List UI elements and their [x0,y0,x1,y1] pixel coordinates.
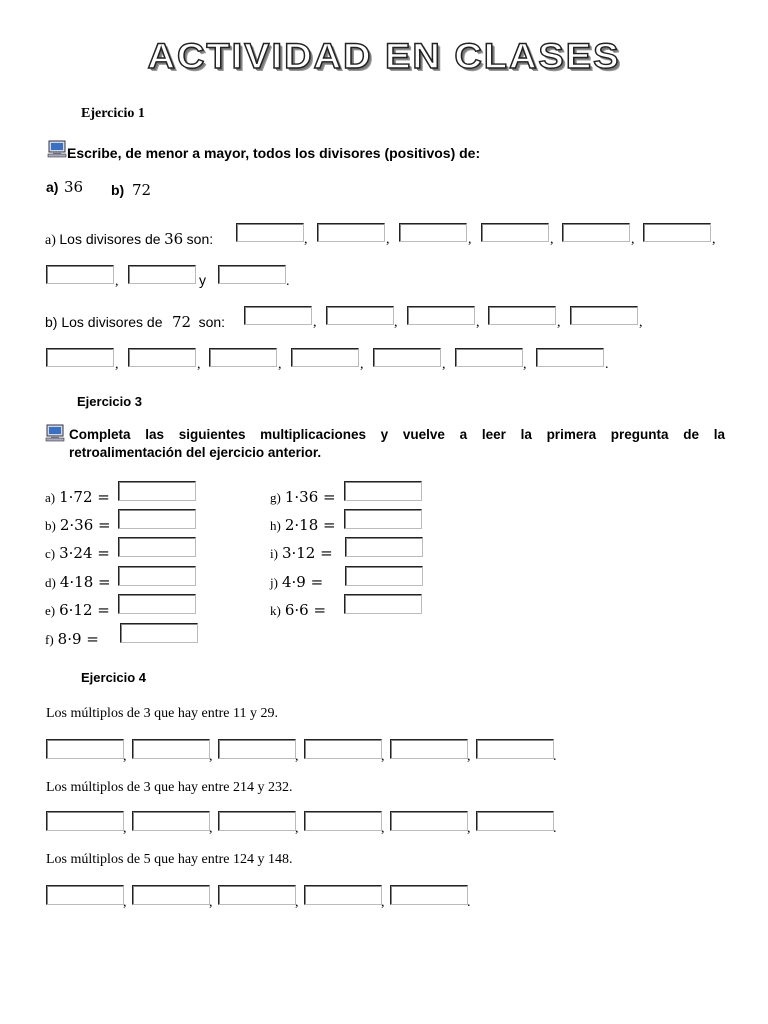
answer-box[interactable] [118,509,196,529]
comma: , [712,232,716,247]
answer-box[interactable] [570,306,638,325]
exercise-3-heading: Ejercicio 3 [77,394,143,409]
answer-box[interactable] [46,739,124,759]
answer-box[interactable] [407,306,475,325]
comma: , [639,315,643,330]
divisors-36-number: 36 [164,230,184,248]
answer-box[interactable] [118,566,196,586]
multiplication-label: b) [45,518,56,533]
answer-box[interactable] [118,481,196,501]
comma: , [476,315,480,330]
page-title: ACTIVIDAD EN CLASES [147,37,621,77]
multiplication-expression: 3·24 = [59,544,110,562]
comma: , [295,821,299,836]
part-b-label: b) [111,182,125,198]
exercise-4-heading: Ejercicio 4 [81,670,147,685]
computer-icon [45,424,65,442]
answer-box[interactable] [304,885,382,905]
comma: , [295,895,299,910]
answer-box[interactable] [304,739,382,759]
comma: , [313,315,317,330]
comma: , [123,749,127,764]
multiplication-expression: 3·12 = [281,544,333,562]
answer-box[interactable] [399,223,467,242]
comma: , [381,821,385,836]
comma: , [209,749,213,764]
comma: , [209,821,213,836]
answer-box[interactable] [390,739,468,759]
multiplication-label: c) [45,546,56,561]
multiplication-label: g) [270,490,281,505]
conjunction-y: y [199,272,206,288]
comma: , [523,357,527,372]
answer-box[interactable] [118,594,196,614]
multiplication-expression: 2·18 = [284,516,336,534]
multiplication-d [45,573,111,592]
multiplication-expression: 1·36 = [284,488,336,506]
multiplication-label: i) [270,546,278,561]
multiplication-expression: 4·18 = [59,573,111,591]
multiplication-expression: 6·6 = [284,601,327,619]
answer-box[interactable] [643,223,711,242]
answer-box[interactable] [345,566,423,586]
answer-box[interactable] [488,306,556,325]
comma: , [381,895,385,910]
part-b-value: 72 [132,181,152,199]
multiplication-a [45,488,110,507]
answer-box[interactable] [46,885,124,905]
answer-box[interactable] [291,348,359,367]
period: . [553,821,557,836]
answer-box[interactable] [209,348,277,367]
comma: , [468,232,472,247]
comma: , [550,232,554,247]
answer-box[interactable] [236,223,304,242]
comma: , [123,821,127,836]
answer-box[interactable] [244,306,312,325]
answer-box[interactable] [218,265,286,284]
comma: , [304,232,308,247]
comma: , [631,232,635,247]
multiplication-expression: 1·72 = [59,488,110,506]
multiplication-c [45,544,110,563]
multiplication-label: e) [45,603,56,618]
divisors-72-number: 72 [172,313,192,331]
multiplication-expression: 6·12 = [59,601,110,619]
period: . [467,895,471,910]
multiplication-b [45,516,111,535]
multiplication-k [270,601,326,620]
answer-box[interactable] [390,811,468,831]
comma: , [360,357,364,372]
multiplication-label: f) [45,632,54,647]
divisors-36-suffix: son: [186,231,214,247]
answer-box[interactable] [304,811,382,831]
answer-box[interactable] [373,348,441,367]
multiplication-expression: 2·36 = [59,516,111,534]
answer-box[interactable] [344,481,422,501]
multiplication-f [45,630,99,649]
comma: , [278,357,282,372]
divisors-36-prefix: a) [45,233,56,248]
answer-box[interactable] [118,537,196,557]
answer-box[interactable] [326,306,394,325]
answer-box[interactable] [218,739,296,759]
comma: , [209,895,213,910]
answer-box[interactable] [317,223,385,242]
exercise-3-instruction-line-1: Completa las siguientes multiplicaciones y vuelve a leer la primera pregunta de la [69,427,725,442]
multiplication-h [270,516,336,535]
divisors-72-line [45,313,225,332]
exercise-1-heading: Ejercicio 1 [81,106,145,121]
period: . [553,749,557,764]
multiples-question-1: Los múltiplos de 3 que hay entre 11 y 29. [46,706,278,721]
answer-box[interactable] [132,885,210,905]
multiplication-g [270,488,336,507]
answer-box[interactable] [476,811,554,831]
answer-box[interactable] [218,811,296,831]
answer-box[interactable] [132,739,210,759]
comma: , [197,357,201,372]
answer-box[interactable] [455,348,523,367]
answer-box[interactable] [344,509,422,529]
multiplication-i [270,544,333,563]
exercise-3-instruction-line-2: retroalimentación del ejercicio anterior. [69,445,322,460]
multiplication-expression: 4·9 = [281,573,324,591]
multiples-question-2: Los múltiplos de 3 que hay entre 214 y 232. [46,780,293,795]
answer-box[interactable] [536,348,604,367]
multiples-question-3: Los múltiplos de 5 que hay entre 124 y 148. [46,852,293,867]
multiplication-label: a) [45,490,56,505]
answer-box[interactable] [344,594,422,614]
comma: , [381,749,385,764]
answer-box[interactable] [46,265,114,284]
answer-box[interactable] [562,223,630,242]
divisors-36-text: Los divisores de [59,231,161,247]
comma: , [386,232,390,247]
answer-box[interactable] [128,265,196,284]
answer-box[interactable] [481,223,549,242]
multiplication-j [270,573,323,592]
comma: , [295,749,299,764]
multiplication-expression: 8·9 = [57,630,99,648]
divisors-36-line [45,230,213,249]
part-a-label: a) [46,179,59,195]
answer-box[interactable] [218,885,296,905]
comma: , [467,749,471,764]
multiplication-label: j) [270,575,278,590]
part-a-value: 36 [64,178,84,196]
computer-icon [47,140,67,158]
answer-box[interactable] [46,811,124,831]
comma: , [115,274,119,289]
period: . [286,274,290,289]
divisors-72-text: b) Los divisores de [45,314,163,330]
comma: , [557,315,561,330]
multiplication-label: d) [45,575,56,590]
answer-box[interactable] [476,739,554,759]
answer-box[interactable] [128,348,196,367]
comma: , [467,821,471,836]
answer-box[interactable] [345,537,423,557]
multiplication-e [45,601,110,620]
answer-box[interactable] [132,811,210,831]
answer-box[interactable] [120,623,198,643]
comma: , [394,315,398,330]
exercise-1-instruction: Escribe, de menor a mayor, todos los divisores (positivos) de: [67,145,481,161]
period: . [605,357,609,372]
answer-box[interactable] [390,885,468,905]
comma: , [442,357,446,372]
answer-box[interactable] [46,348,114,367]
divisors-72-suffix: son: [198,314,226,330]
multiplication-label: k) [270,603,281,618]
multiplication-label: h) [270,518,281,533]
comma: , [123,895,127,910]
comma: , [115,357,119,372]
